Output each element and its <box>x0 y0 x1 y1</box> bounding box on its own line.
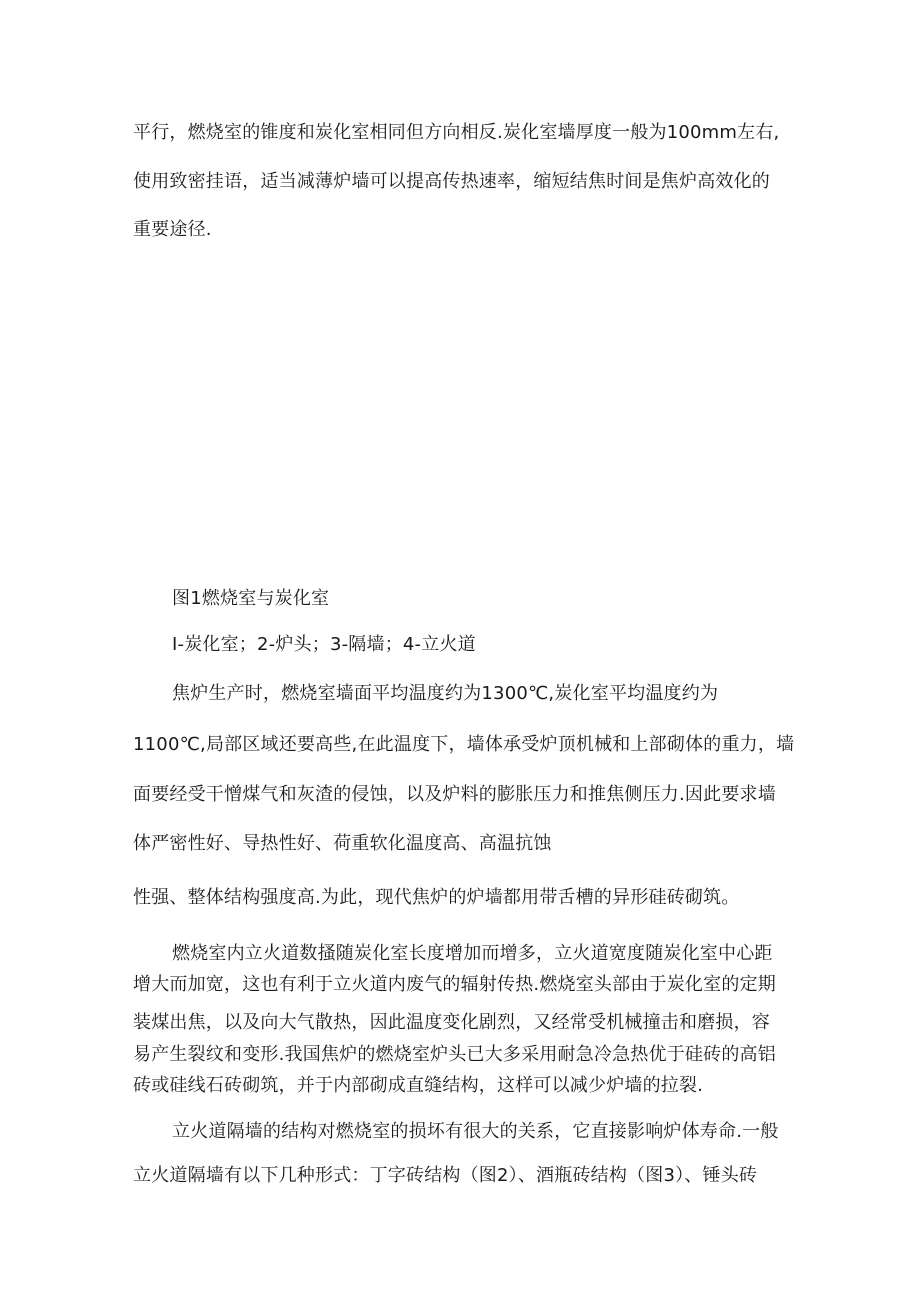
paragraph-3-line-2: 增大而加宽，这也有利于立火道内废气的辐射传热.燃烧室头部由于炭化室的定期 <box>133 974 776 995</box>
figure-placeholder <box>133 255 793 565</box>
paragraph-1-line-3: 重要途径. <box>133 219 212 240</box>
paragraph-3-line-5: 砖或硅线石砖砌筑，并于内部砌成直缝结构，这样可以减少炉墙的拉裂. <box>133 1075 704 1096</box>
figure-legend: I-炭化室；2-炉头；3-隔墙；4-立火道 <box>172 634 476 655</box>
paragraph-1-line-1: 平行，燃烧室的锥度和炭化室相同但方向相反.炭化室墙厚度一般为100mm左右, <box>133 122 780 143</box>
figure-caption: 图1燃烧室与炭化室 <box>172 588 330 609</box>
paragraph-3-line-1: 燃烧室内立火道数搔随炭化室长度增加而增多，立火道宽度随炭化室中心距 <box>172 943 773 964</box>
paragraph-3-line-4: 易产生裂纹和变形.我国焦炉的燃烧室炉头已大多采用耐急冷急热优于硅砖的高铝 <box>133 1044 776 1065</box>
paragraph-2-line-2: 1100℃,局部区域还要高些,在此温度下，墙体承受炉顶机械和上部砌体的重力，墙 <box>133 734 795 755</box>
paragraph-2-line-5: 性强、整体结构强度高.为此，现代焦炉的炉墙都用带舌槽的异形硅砖砌筑。 <box>133 887 740 908</box>
paragraph-1-line-2: 使用致密挂语，适当减薄炉墙可以提高传热速率，缩短结焦时间是焦炉高效化的 <box>133 171 770 192</box>
paragraph-4-line-2: 立火道隔墙有以下几种形式：丁字砖结构（图2）、酒瓶砖结构（图3）、锤头砖 <box>133 1165 758 1186</box>
paragraph-2-line-3: 面要经受干憎煤气和灰渣的侵蚀，以及炉料的膨胀压力和推焦侧压力.因此要求墙 <box>133 784 776 805</box>
paragraph-2-line-1: 焦炉生产时，燃烧室墙面平均温度约为1300℃,炭化室平均温度约为 <box>172 683 719 704</box>
paragraph-2-line-4: 体严密性好、导热性好、荷重软化温度高、高温抗蚀 <box>133 833 552 854</box>
paragraph-3-line-3: 装煤出焦，以及向大气散热，因此温度变化剧烈，又经常受机械撞击和磨损，容 <box>133 1012 770 1033</box>
paragraph-4-line-1: 立火道隔墙的结构对燃烧室的损坏有很大的关系，它直接影响炉体寿命.一般 <box>172 1121 779 1142</box>
